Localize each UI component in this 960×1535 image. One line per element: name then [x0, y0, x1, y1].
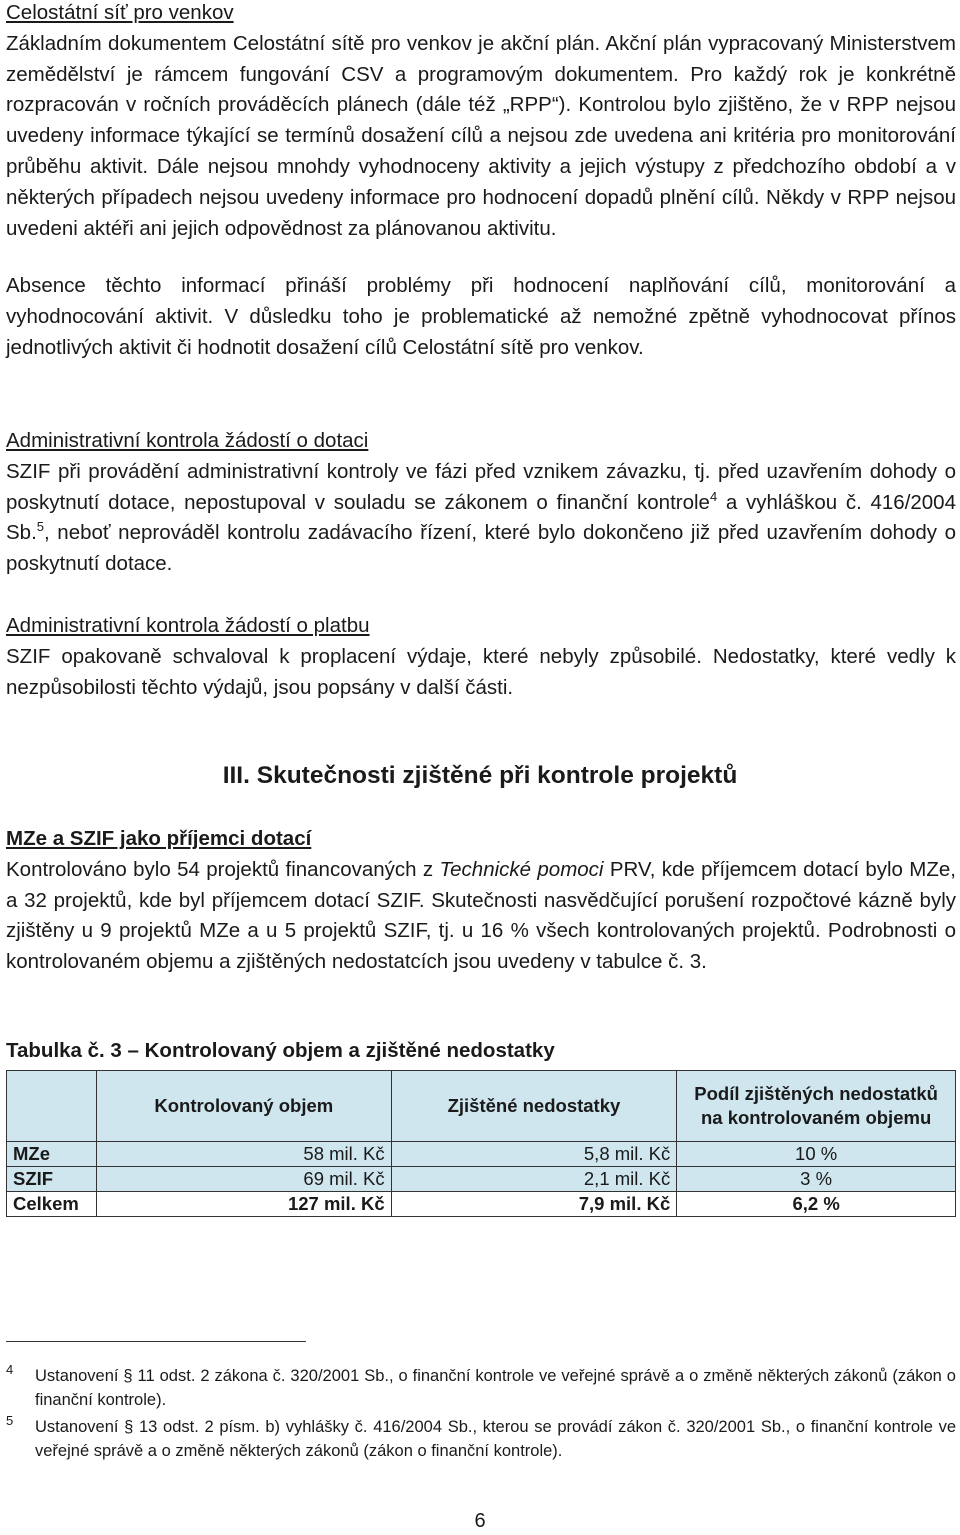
paragraph-admin-platba: SZIF opakovaně schvaloval k proplacení výdaje, které nebyly způsobilé. Nedostatky, které vedly k nezpůsobilosti těchto výdajů, jsou popsány v další části. — [6, 644, 956, 699]
page-number: 6 — [474, 1510, 486, 1532]
chapter-title: III. Skutečnosti zjištěné při kontrole projektů — [222, 762, 738, 789]
footnote-ref-5[interactable]: 5 — [36, 519, 45, 535]
table-cell: 3 % — [677, 1167, 956, 1192]
section-admin-platba — [6, 611, 956, 703]
table-header-cell: Zjištěné nedostatky — [391, 1071, 677, 1142]
table-cell: 58 mil. Kč — [96, 1142, 391, 1167]
table-cell-label: MZe — [7, 1142, 97, 1167]
table-cell: 5,8 mil. Kč — [391, 1142, 677, 1167]
table-cell: 127 mil. Kč — [96, 1192, 391, 1217]
section-mze-szif — [6, 824, 956, 978]
table-header-cell — [7, 1071, 97, 1142]
footnote-mark: 4 — [6, 1362, 14, 1377]
section-heading-csv: Celostátní síť pro venkov — [6, 1, 234, 24]
paragraph-mze-szif — [6, 855, 956, 978]
table-cell-label: SZIF — [7, 1167, 97, 1192]
footnote-divider — [6, 1341, 306, 1342]
table-row — [7, 1167, 956, 1192]
paragraph-text-a: SZIF při provádění administrativní kontroly ve fázi před vznikem závazku, tj. před uzavřením dohody o poskytnutí dotace, nepostupoval v souladu se zákonem o finanční kontrole — [6, 459, 956, 514]
section-csv — [6, 0, 956, 364]
section-heading-admin-dotace: Administrativní kontrola žádostí o dotaci — [6, 429, 369, 452]
section-admin-dotace — [6, 426, 956, 580]
results-table — [6, 1070, 956, 1217]
table-caption: Tabulka č. 3 – Kontrolovaný objem a zjištěné nedostatky — [6, 1039, 555, 1062]
table-header-cell: Podíl zjištěných nedostatků na kontrolovaném objemu — [677, 1071, 956, 1142]
table-cell: 7,9 mil. Kč — [391, 1192, 677, 1217]
table-cell: 6,2 % — [677, 1192, 956, 1217]
table-header-row — [7, 1071, 956, 1142]
table-cell-label: Celkem — [7, 1192, 97, 1217]
paragraph-text-c: , neboť neprováděl kontrolu zadávacího řízení, které bylo dokončeno již před uzavřením dohody o poskytnutí dotace. — [6, 521, 956, 576]
paragraph-text-b: PRV, kde příjemcem dotací bylo MZe, a 32 projektů, kde byl příjemcem dotací SZIF. Skutečnosti nasvědčující porušení rozpočtové kázně byly zjištěny u 9 projektů MZe a u 5 projektů SZIF, tj. u 16 % všech kontrolovaných projektů. Podrobnosti o kontrolovaném objemu a zjištěných nedostatcích jsou uvedeny v tabulce č. 3. — [6, 857, 956, 974]
section-heading-admin-platba: Administrativní kontrola žádostí o platbu — [6, 614, 370, 637]
paragraph-italic: Technické pomoci — [439, 857, 604, 881]
footnote-5 — [6, 1415, 956, 1463]
table-row-total — [7, 1192, 956, 1217]
table-cell: 69 mil. Kč — [96, 1167, 391, 1192]
section-heading-mze-szif: MZe a SZIF jako příjemci dotací — [6, 827, 312, 850]
paragraph-csv-1: Základním dokumentem Celostátní sítě pro venkov je akční plán. Akční plán vypracovaný Ministerstvem zemědělství je rámcem fungování CSV a programovým dokumentem. Pro každý rok je konkrétně rozpracován v ročních prováděcích plánech (dále též „RPP“). Kontrolou bylo zjištěno, že v RPP nejsou uvedeny informace týkající se termínů dosažení cílů a nejsou zde uvedena ani kritéria pro monitorování průběhu aktivit. Dále nejsou mnohdy vyhodnoceny aktivity a jejich výstupy z předchozího období a v některých případech nejsou uvedeny informace pro hodnocení dopadů plnění cílů. Někdy v RPP nejsou uvedeni aktéři ani jejich odpovědnost za plánovanou aktivitu. — [6, 31, 956, 240]
footnote-ref-4[interactable]: 4 — [709, 488, 718, 504]
table-row — [7, 1142, 956, 1167]
paragraph-text-a: Kontrolováno bylo 54 projektů financovaných z — [6, 857, 440, 881]
paragraph-text-b: a vyhláškou č. 416/2004 Sb. — [6, 490, 956, 545]
footnote-text: Ustanovení § 11 odst. 2 zákona č. 320/2001 Sb., o finanční kontrole ve veřejné správě a o změně některých zákonů (zákon o finanční kontrole). — [35, 1367, 956, 1409]
footnote-4 — [6, 1364, 956, 1412]
paragraph-admin-dotace — [6, 457, 956, 580]
paragraph-csv-2: Absence těchto informací přináší problémy při hodnocení naplňování cílů, monitorování a vyhodnocování aktivit. V důsledku toho je problematické až nemožné zpětně vyhodnocovat přínos jednotlivých aktivit či hodnotit dosažení cílů Celostátní sítě pro venkov. — [6, 274, 956, 359]
footnote-mark: 5 — [6, 1413, 14, 1428]
table-cell: 10 % — [677, 1142, 956, 1167]
table-header-cell: Kontrolovaný objem — [96, 1071, 391, 1142]
footnote-text: Ustanovení § 13 odst. 2 písm. b) vyhlášky č. 416/2004 Sb., kterou se provádí zákon č. 320/2001 Sb., o finanční kontrole ve veřejné správě a o změně některých zákonů (zákon o finanční kontrole). — [35, 1418, 956, 1460]
table-cell: 2,1 mil. Kč — [391, 1167, 677, 1192]
